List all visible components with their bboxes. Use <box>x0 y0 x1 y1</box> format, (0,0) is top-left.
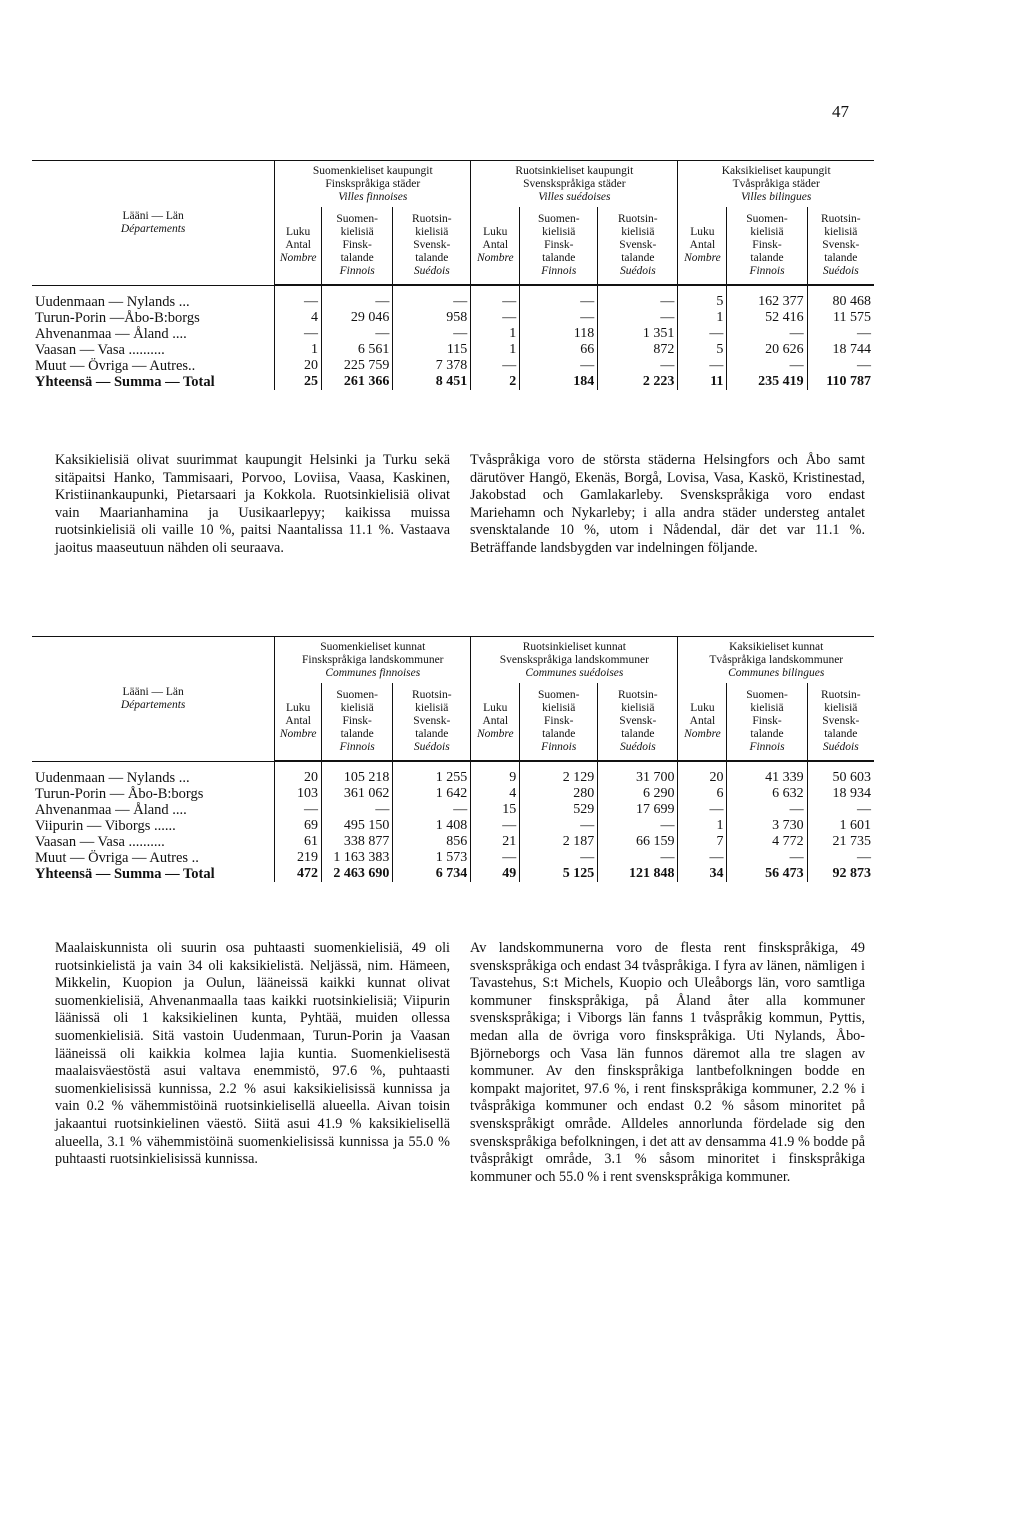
count-header: Luku Antal Nombre <box>471 207 520 285</box>
table-total-row: Yhteensä — Summa — Total 25 261 366 8 451 2 184 2 223 11 235 419 110 787 <box>32 374 874 390</box>
table-row: Turun-Porin —Åbo-B:borgs 4 29 046 958 — — — 1 52 416 11 575 <box>32 310 874 326</box>
table-row: Uudenmaan — Nylands ... — — — — — — 5 162 377 80 468 <box>32 286 874 311</box>
table-total-row: Yhteensä — Summa — Total 472 2 463 690 6 734 49 5 125 121 848 34 56 473 92 873 <box>32 866 874 882</box>
count-header: Luku Antal Nombre <box>678 207 727 285</box>
count-header: Luku Antal Nombre <box>471 683 520 761</box>
department-header: Lääni — Län Départements <box>32 161 275 285</box>
table-row: Vaasan — Vasa .......... 1 6 561 115 1 66 872 5 20 626 18 744 <box>32 342 874 358</box>
paragraph-finnish-communes: Maalaiskunnista oli suurin osa puhtaasti suomenkielisiä, 49 oli ruotsinkielistä ja vain 34 oli kaksikielistä. Neljässä, nim. Hämeen, Mikkelin, Kuopion ja Oulun, lääneissä kaikki kunnat olivat suomenkielisiä, Ahvenanmaalla taas kaikki ruotsinkielisiä; Viipurin läänissä oli 1 kaksikielinen kunta, Pyhtää, muiden ollessa suomenkielisiä. Sitä vastoin Uudenmaan, Turun-Porin ja Vaasan lääneissä oli kaikkia kolmea lajia kuntia. Suomenkielisestä maalaisväestöstä asui valtava enemmistö, 97.6 %, puhtaasti suomenkielisissä kunnissa, 2.2 % asui kaksikielisissä kunnissa ja vain 0.2 % vähemmistöinä ruotsinkielisellä alueella. Aivan toisin jakaantui ruotsinkielinen väestö. Siitä asui 41.9 % kaksikielisellä alueella, 3.1 % vähemmistöinä suomenkielisissä kunnissa ja 55.0 % puhtaasti ruotsinkielisissä kunnissa. <box>55 940 450 1168</box>
table-row: Turun-Porin — Åbo-B:borgs 103 361 062 1 642 4 280 6 290 6 6 632 18 934 <box>32 786 874 802</box>
swedish-speakers-header: Ruotsin- kielisiä Svensk- talande Suédois <box>807 207 874 285</box>
table-row: Muut — Övriga — Autres.. 20 225 759 7 378 — — — — — — <box>32 358 874 374</box>
table-row: Vaasan — Vasa .......... 61 338 877 856 21 2 187 66 159 7 4 772 21 735 <box>32 834 874 850</box>
table-row: Muut — Övriga — Autres .. 219 1 163 383 1 573 — — — — — — <box>32 850 874 866</box>
finnish-speakers-header: Suomen- kielisiä Finsk- talande Finnois <box>727 207 807 285</box>
table-row: Ahvenanmaa — Åland .... — — — 1 118 1 351 — — — <box>32 326 874 342</box>
table-row: Viipurin — Viborgs ...... 69 495 150 1 408 — — — 1 3 730 1 601 <box>32 818 874 834</box>
count-header: Luku Antal Nombre <box>275 683 322 761</box>
group-header-finnish-communes: Suomenkieliset kunnat Finskspråkiga landskommuner Communes finnoises <box>275 637 471 684</box>
finnish-speakers-header: Suomen- kielisiä Finsk- talande Finnois <box>322 207 393 285</box>
count-header: Luku Antal Nombre <box>275 207 322 285</box>
department-header: Lääni — Län Départements <box>32 637 275 761</box>
swedish-speakers-header: Ruotsin- kielisiä Svensk- talande Suédois <box>598 683 678 761</box>
finnish-speakers-header: Suomen- kielisiä Finsk- talande Finnois <box>727 683 807 761</box>
page-number: 47 <box>832 102 849 121</box>
group-header-swedish-communes: Ruotsinkieliset kunnat Svenskspråkiga landskommuner Communes suédoises <box>471 637 678 684</box>
group-header-bilingual-communes: Kaksikieliset kunnat Tvåspråkiga landskommuner Communes bilingues <box>678 637 874 684</box>
swedish-speakers-header: Ruotsin- kielisiä Svensk- talande Suédois <box>393 207 471 285</box>
swedish-speakers-header: Ruotsin- kielisiä Svensk- talande Suédois <box>393 683 471 761</box>
swedish-speakers-header: Ruotsin- kielisiä Svensk- talande Suédois <box>598 207 678 285</box>
towns-language-table <box>32 160 874 390</box>
swedish-speakers-header: Ruotsin- kielisiä Svensk- talande Suédois <box>807 683 874 761</box>
group-header-bilingual-towns: Kaksikieliset kaupungit Tvåspråkiga städer Villes bilingues <box>678 161 874 208</box>
finnish-speakers-header: Suomen- kielisiä Finsk- talande Finnois <box>520 683 598 761</box>
group-header-finnish-towns: Suomenkieliset kaupungit Finskspråkiga städer Villes finnoises <box>275 161 471 208</box>
finnish-speakers-header: Suomen- kielisiä Finsk- talande Finnois <box>322 683 393 761</box>
group-header-swedish-towns: Ruotsinkieliset kaupungit Svenskspråkiga städer Villes suédoises <box>471 161 678 208</box>
table-row: Ahvenanmaa — Åland .... — — — 15 529 17 699 — — — <box>32 802 874 818</box>
finnish-speakers-header: Suomen- kielisiä Finsk- talande Finnois <box>520 207 598 285</box>
paragraph-swedish-communes: Av landskommunerna voro de flesta rent finskspråkiga, 49 svenskspråkiga och endast 34 tvåspråkiga. I fyra av länen, nämligen i Tavastehus, S:t Michels, Kuopio och Uleåborgs län, voro samtliga kommuner finskspråkiga, på Åland åter alla kommuner svenskspråkiga; i Viborgs län fanns 1 tvåspråkig kommun, Pyttis, medan alla de övriga voro finskspråkiga. Uti Nylands, Åbo-Björneborgs och Vasa län funnos däremot alla tre slagen av kommuner. Av den finskspråkiga lantbefolkningen bodde en kompakt majoritet, 97.6 %, i rent finskspråkiga kommuner, 2.2 % i tvåspråkiga kommuner och endast 0.2 % såsom minoritet på svenskspråkigt område. Alldeles annorlunda fördelade sig den svenskspråkiga befolkningen, i det att av densamma 41.9 % bodde på tvåspråkigt område, 3.1 % såsom minoritet i finskspråkiga kommuner och 55.0 % i rent svenskspråkiga kommuner. <box>470 940 865 1185</box>
table-row: Uudenmaan — Nylands ... 20 105 218 1 255 9 2 129 31 700 20 41 339 50 603 <box>32 762 874 787</box>
communes-language-table <box>32 636 874 882</box>
paragraph-finnish-towns: Kaksikielisiä olivat suurimmat kaupungit Helsinki ja Turku sekä sitäpaitsi Hanko, Tammisaari, Porvoo, Loviisa, Vaasa, Kaskinen, Kristiinankaupunki, Pietarsaari ja Kokkola. Ruotsinkielisiä olivat vain Maarianhamina ja Uusikaarlepyy; kaikissa muissa ruotsinkielisiä oli vaille 10 %, paitsi Naantalissa 11.1 %. Vastaava jaoitus maaseutuun nähden oli seuraava. <box>55 452 450 556</box>
count-header: Luku Antal Nombre <box>678 683 727 761</box>
paragraph-swedish-towns: Tvåspråkiga voro de största städerna Helsingfors och Åbo samt därutöver Hangö, Ekenäs, Borgå, Lovisa, Vasa, Kaskö, Kristinestad, Jakobstad och Gamlakarleby. Svenskspråkiga voro endast Mariehamn och Nykarleby; i alla andra städer understeg antalet svensktalande 10 %, utom i Nådendal, där det var 11.1 %. Beträffande landsbygden var indelningen följande. <box>470 452 865 556</box>
